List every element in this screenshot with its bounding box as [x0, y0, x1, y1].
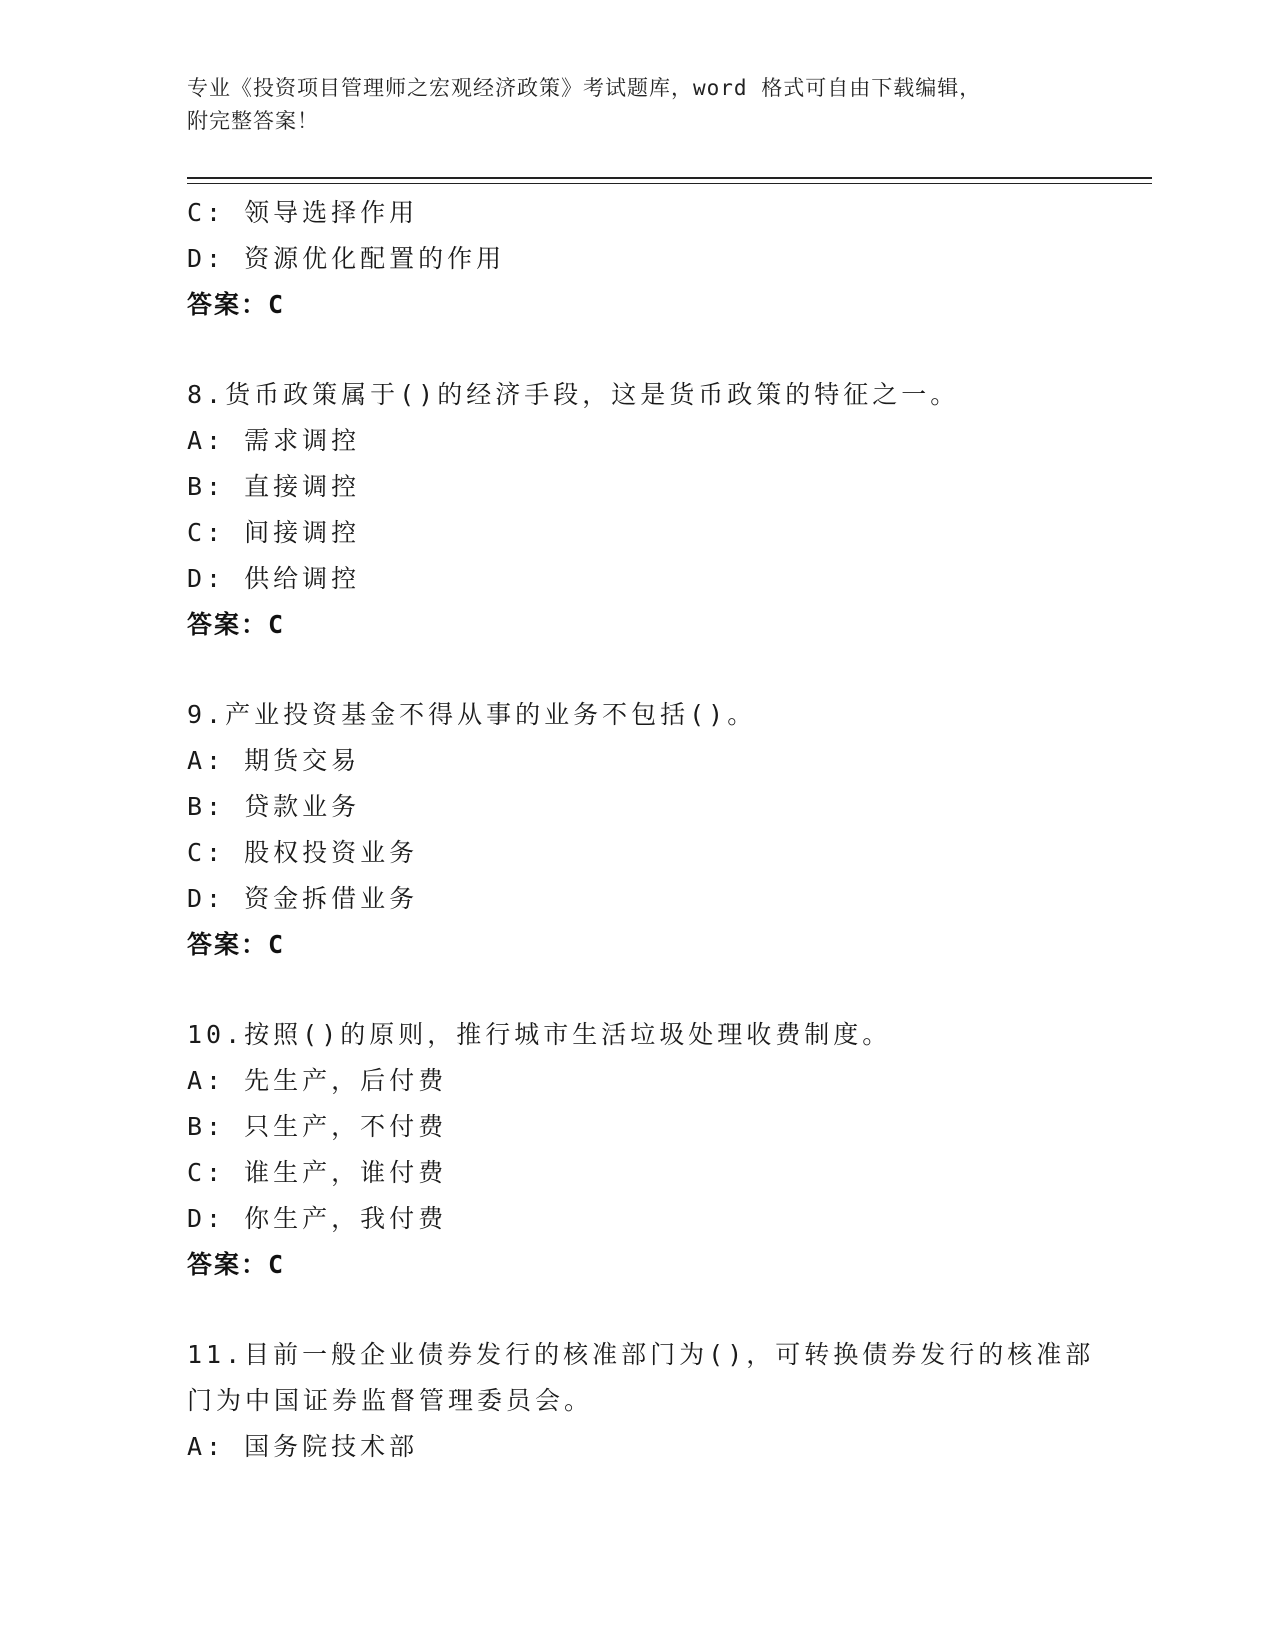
question-text-line-1: 11.目前一般企业债券发行的核准部门为()，可转换债券发行的核准部: [187, 1340, 1095, 1369]
header-divider-thick: [187, 177, 1152, 179]
option-b: B: 只生产，不付费: [187, 1112, 448, 1141]
question-fragment: [187, 190, 1087, 328]
option-c: C: 领导选择作用: [187, 198, 419, 227]
option-d: D: 资金拆借业务: [187, 884, 419, 913]
answer-label: 答案：C: [187, 930, 286, 959]
option-d: D: 供给调控: [187, 564, 361, 593]
option-d: D: 资源优化配置的作用: [187, 244, 506, 273]
question-text: 9.产业投资基金不得从事的业务不包括()。: [187, 700, 757, 729]
question-8: [187, 372, 1087, 648]
option-a: A: 期货交易: [187, 746, 361, 775]
option-a: A: 国务院技术部: [187, 1432, 419, 1461]
question-text-line-2: 门为中国证券监督管理委员会。: [187, 1386, 594, 1415]
answer-label: 答案：C: [187, 1250, 286, 1279]
answer-label: 答案：C: [187, 610, 286, 639]
option-a: A: 先生产，后付费: [187, 1066, 448, 1095]
header-divider-thin: [187, 183, 1152, 184]
option-d: D: 你生产，我付费: [187, 1204, 448, 1233]
option-b: B: 直接调控: [187, 472, 361, 501]
option-b: B: 贷款业务: [187, 792, 361, 821]
page-header: [187, 72, 1087, 138]
question-text: 10.按照()的原则，推行城市生活垃圾处理收费制度。: [187, 1020, 892, 1049]
question-10: [187, 1012, 1087, 1288]
header-line-1: 专业《投资项目管理师之宏观经济政策》考试题库，word 格式可自由下载编辑，: [187, 76, 982, 100]
option-c: C: 间接调控: [187, 518, 361, 547]
option-c: C: 股权投资业务: [187, 838, 419, 867]
header-line-2: 附完整答案！: [187, 109, 319, 133]
question-text: 8.货币政策属于()的经济手段，这是货币政策的特征之一。: [187, 380, 960, 409]
answer-label: 答案：C: [187, 290, 286, 319]
question-11: [187, 1332, 1095, 1470]
question-9: [187, 692, 1087, 968]
option-c: C: 谁生产，谁付费: [187, 1158, 448, 1187]
question-list: [187, 190, 1095, 1470]
option-a: A: 需求调控: [187, 426, 361, 455]
